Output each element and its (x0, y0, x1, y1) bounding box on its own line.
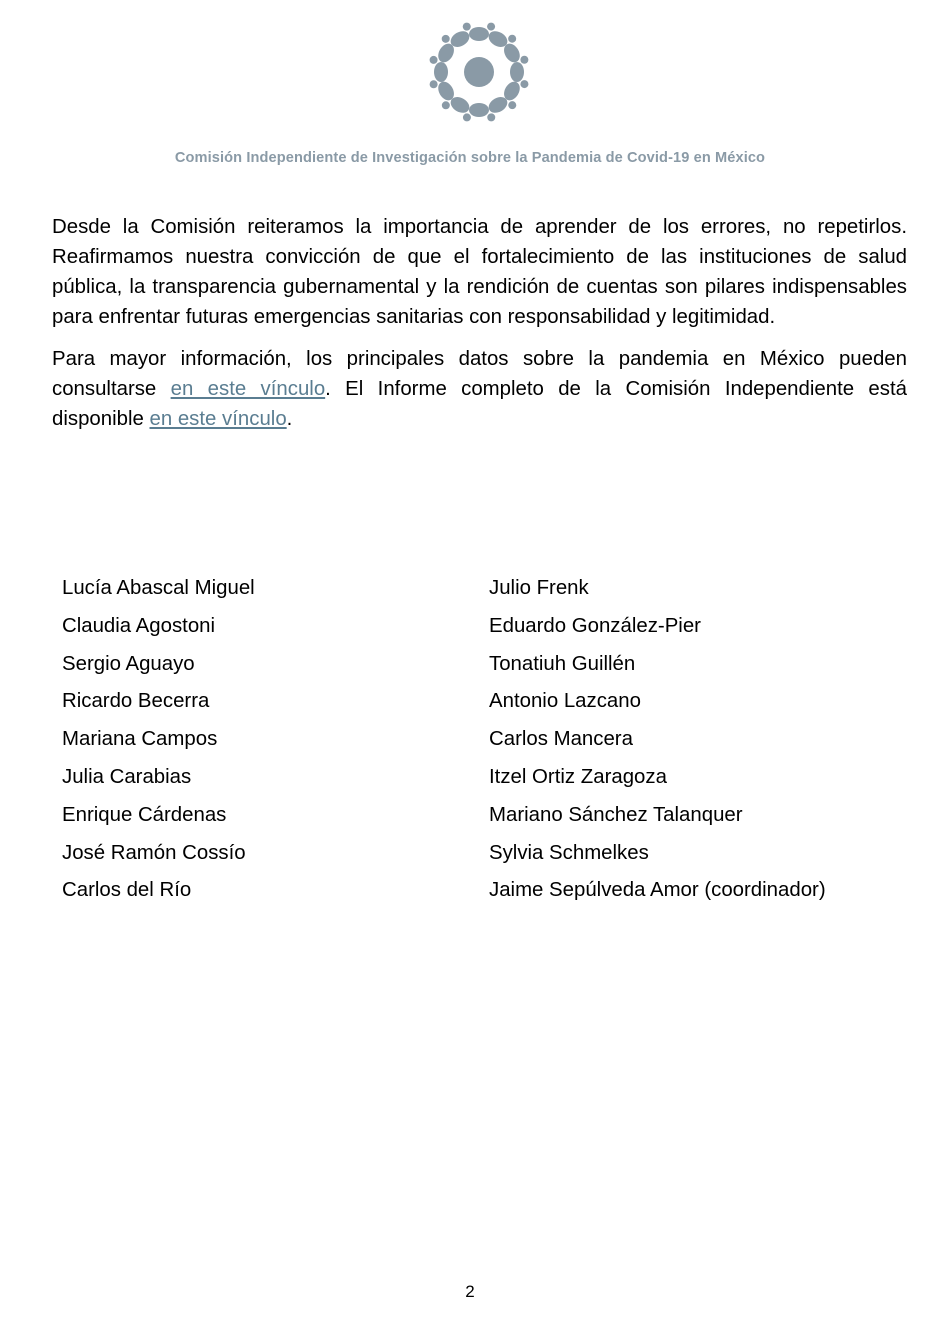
signatory-name: Antonio Lazcano (489, 690, 641, 713)
signatory-name: Enrique Cárdenas (62, 803, 227, 826)
logo-figure-head (442, 101, 450, 109)
signatory-name: Julio Frenk (489, 577, 589, 599)
logo-figure-head (487, 23, 495, 31)
signatories-left-column (62, 570, 255, 910)
document-body (52, 212, 907, 446)
signatory-name: Mariano Sánchez Talanquer (489, 803, 743, 826)
paragraph-lessons: Desde la Comisión reiteramos la importancia de aprender de los errores, no repetirlos. Reafirmamos nuestra convicción de que el fortalecimiento de las instituciones de salud pública, la transparencia gubernamental y la rendición de cuentas son pilares indispensables para enfrentar futuras emergencias sanitarias con responsabilidad y legitimidad. (52, 216, 907, 328)
page-number: 2 (465, 1282, 475, 1301)
logo-figure-head (463, 113, 471, 121)
paragraph-more-info (52, 344, 907, 434)
signatory-name: Julia Carabias (62, 765, 192, 788)
logo-figure-shape (510, 62, 524, 82)
paragraph-text: . El Informe completo de la Comisión Independiente está disponible (52, 378, 907, 430)
paragraph-text: Para mayor información, los principales datos sobre la pandemia en México pueden consultarse (52, 348, 907, 400)
signatory-name: Jaime Sepúlveda Amor (coordinador) (489, 879, 826, 902)
signatory-name: Lucía Abascal Miguel (62, 577, 255, 599)
signatory-name: Tonatiuh Guillén (489, 652, 636, 675)
logo-figure-shape (434, 62, 448, 82)
logo-figure-head (520, 56, 528, 64)
logo-figure-shape (469, 27, 489, 41)
logo-figure-head (430, 80, 438, 88)
signatory-name: Carlos Mancera (489, 728, 633, 751)
signatory-name: Carlos del Río (62, 879, 192, 902)
signatory-name: Eduardo González-Pier (489, 614, 701, 637)
paragraph-text: . (286, 408, 293, 430)
signatory-name: José Ramón Cossío (62, 841, 246, 864)
logo-figure-shape (469, 103, 489, 117)
logo-figure-head (463, 23, 471, 31)
pandemic-data-link[interactable]: en este vínculo (170, 378, 326, 400)
signatory-name: Sylvia Schmelkes (489, 841, 649, 864)
signatories-right-column (489, 570, 826, 910)
logo-figure-head (442, 35, 450, 43)
signatory-name: Mariana Campos (62, 728, 218, 751)
logo-figure-head (508, 101, 516, 109)
logo-figure-head (430, 56, 438, 64)
logo-figure-head (508, 35, 516, 43)
signatory-name: Ricardo Becerra (62, 690, 210, 713)
commission-logo-icon (427, 20, 531, 124)
signatory-name: Claudia Agostoni (62, 614, 216, 637)
full-report-link[interactable]: en este vínculo (149, 408, 287, 430)
logo-figure-head (520, 80, 528, 88)
organization-name: Comisión Independiente de Investigación sobre la Pandemia de Covid-19 en México (174, 150, 766, 166)
logo-figure-head (487, 113, 495, 121)
signatory-name: Sergio Aguayo (62, 652, 195, 675)
signatory-name: Itzel Ortiz Zaragoza (489, 765, 667, 788)
